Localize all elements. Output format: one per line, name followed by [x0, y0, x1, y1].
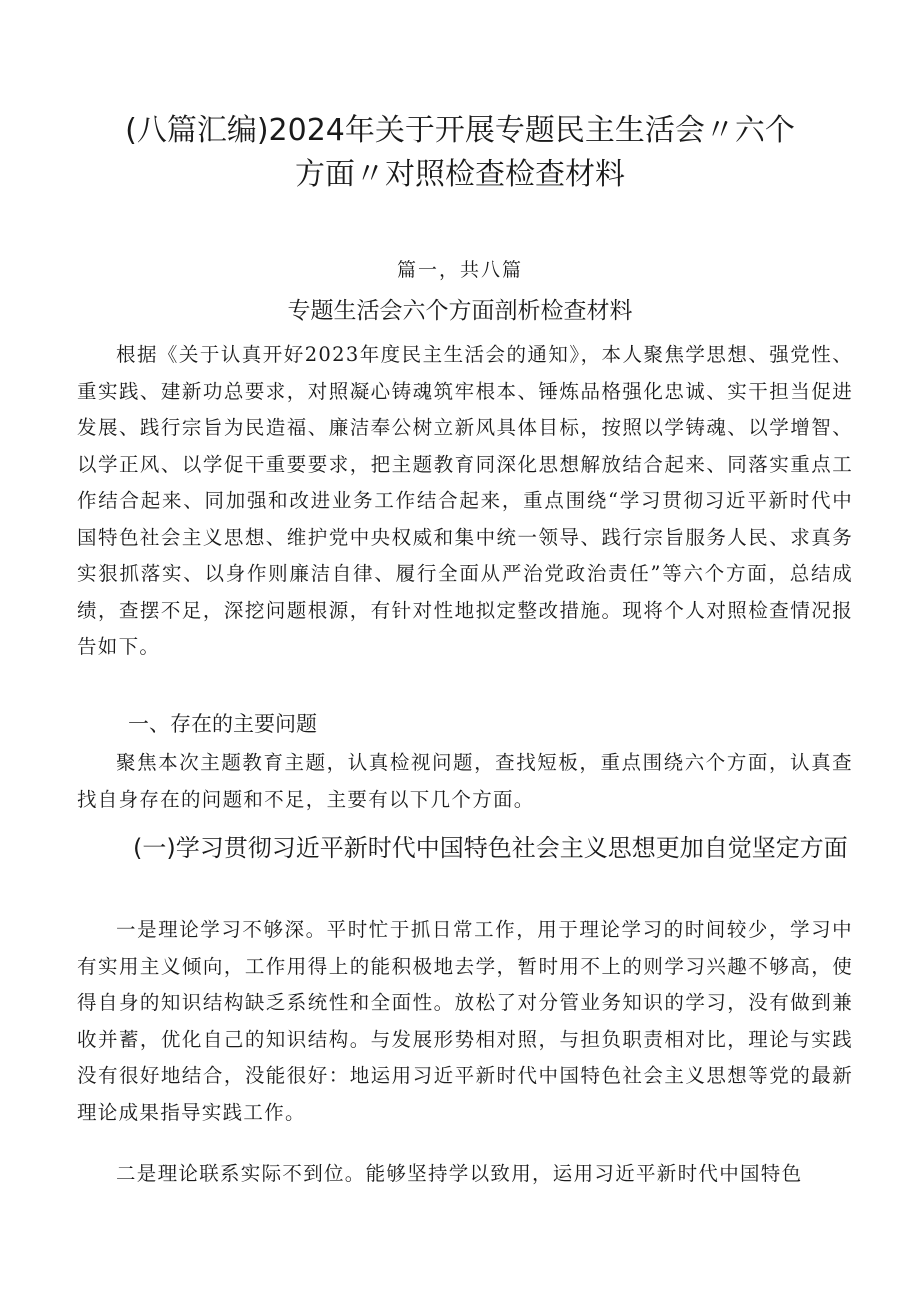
sub-document-title: 专题生活会六个方面剖析检查材料: [287, 298, 633, 324]
document-title-line-1: (八篇汇编)2024年关于开展专题民主生活会〃六个: [125, 113, 795, 148]
section-heading-1: 一、存在的主要问题: [128, 712, 317, 736]
subsection-heading-1: (一)学习贯彻习近平新时代中国特色社会主义思想更加自觉坚定方面: [133, 834, 848, 862]
point-1-paragraph: 一是理论学习不够深。平时忙于抓日常工作，用于理论学习的时间较少，学习中有实用主义倾向，工作用得上的能积极地去学，暂时用不上的则学习兴趣不够高，使得自身的知识结构缺乏系统性和全面性。放松了对分管业务知识的学习，没有做到兼收并蓄，优化自己的知识结构。与发展形势相对照，与担负职责相对比，理论与实践没有很好地结合，没能很好：地运用习近平新时代中国特色社会主义思想等党的最新理论成果指导实践工作。: [77, 918, 853, 1124]
point-2-paragraph: 二是理论联系实际不到位。能够坚持学以致用，运用习近平新时代中国特色: [116, 1162, 803, 1185]
focus-paragraph: 聚焦本次主题教育主题，认真检视问题，查找短板，重点围绕六个方面，认真查找自身存在的问题和不足，主要有以下几个方面。: [77, 751, 853, 811]
document-title-line-2: 方面〃对照检查检查材料: [295, 157, 625, 192]
section-label: 篇一，共八篇: [396, 259, 523, 281]
intro-paragraph: 根据《关于认真开好2023年度民主生活会的通知》，本人聚焦学思想、强党性、重实践、建新功总要求，对照凝心铸魂筑牢根本、锤炼品格强化忠诚、实干担当促进发展、践行宗旨为民造福、廉洁奉公树立新风具体目标，按照以学铸魂、以学增智、以学正风、以学促干重要要求，把主题教育同深化思想解放结合起来、同落实重点工作结合起来、同加强和改进业务工作结合起来，重点围绕“学习贯彻习近平新时代中国特色社会主义思想、维护党中央权威和集中统一领导、践行宗旨服务人民、求真务实狠抓落实、以身作则廉洁自律、履行全面从严治党政治责任”等六个方面，总结成绩，查摆不足，深挖问题根源，有针对性地拟定整改措施。现将个人对照检查情况报告如下。: [77, 343, 853, 658]
